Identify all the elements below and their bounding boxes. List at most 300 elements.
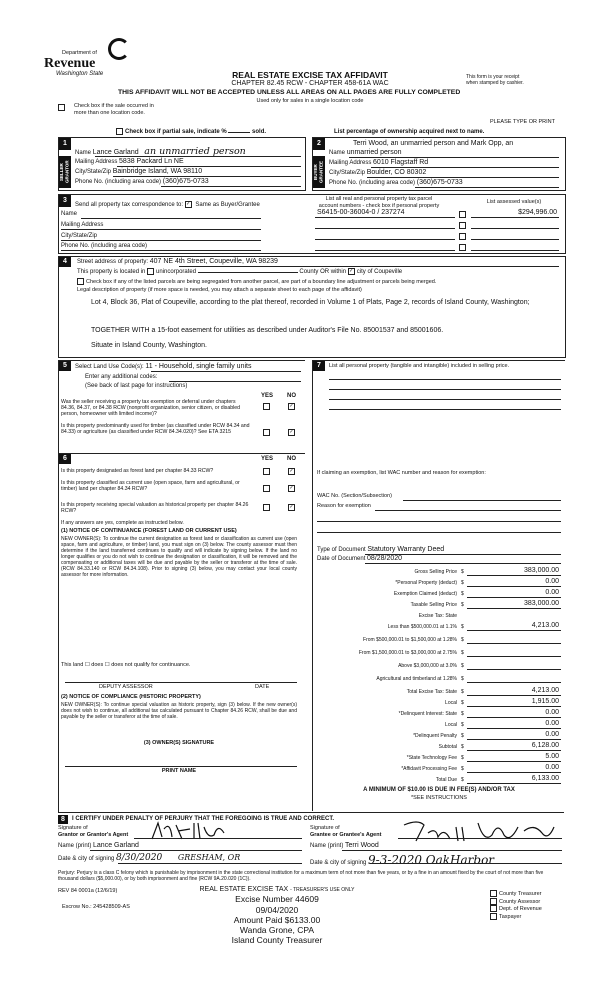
s6-no-header: NO xyxy=(287,456,296,462)
buyer-address-label: Mailing Address xyxy=(329,160,372,166)
s6-question-2: Is this property classified as current use (open space, farm and agricultural, or timber) land per chapter 84.34 RCW? xyxy=(61,480,240,493)
buyer-name-line2[interactable]: unmarried person xyxy=(346,149,402,156)
partial-sale-checkbox[interactable] xyxy=(116,128,123,135)
form-subtitle: CHAPTER 82.45 RCW - CHAPTER 458-61A WAC xyxy=(231,80,389,87)
buyer-phone-label: Phone No. (including area code) xyxy=(329,180,416,186)
tax-row xyxy=(313,687,565,697)
land-use-section xyxy=(58,360,305,453)
tax-row-value[interactable]: 4,213.00 xyxy=(531,687,559,694)
distribution-checkbox[interactable] xyxy=(490,905,497,912)
tax-row-line xyxy=(467,717,561,718)
certification-section xyxy=(58,812,564,871)
tax-row-label: From $500,000.01 to $1,500,000 at 1.28% xyxy=(363,637,457,643)
tax-row xyxy=(313,709,565,719)
pp-line-2 xyxy=(329,389,561,390)
see-back-note: (See back of last page for instructions) xyxy=(85,383,188,389)
seller-section xyxy=(58,137,306,191)
tax-row-value[interactable]: 0.00 xyxy=(545,764,559,771)
single-location-note: Used only for sales in a single location code xyxy=(256,98,364,104)
legal-desc-line2: TOGETHER WITH a 15-foot easement for utilities as described under Auditor's File No. 85001537 and 85001606. xyxy=(91,327,444,334)
buyer-name-line1[interactable]: Terri Wood, an unmarried person and Mark Opp, an xyxy=(353,140,514,147)
assessed-line-1 xyxy=(471,217,559,218)
county-or-within-label: County OR within xyxy=(299,269,347,276)
grantee-signature xyxy=(398,817,564,845)
grantor-city-value[interactable]: GRESHAM, OR xyxy=(177,853,241,862)
notice1-text: NEW OWNER(S): To continue the current designation as forest land or classification as current use (open space, farm and agriculture, or timber) land, you must sign on (3) below. The county assessor must then determine if the land transferred continues to qualify and will indicate by signing below. If the land no longer qualifies or you do not wish to continue the designation or classification, it will be removed and the compensating or additional taxes will be due and payable by the seller or transferor at the time of sale. (RCW 84.33.140 or RCW 84.34.108). Prior to signing (3) below, you may contact your local county assessor for more information. xyxy=(61,536,297,578)
located-label: This property is located in xyxy=(77,269,146,276)
s6-yes-header: YES xyxy=(261,456,274,462)
grantee-date-city-label: Date & city of signing xyxy=(310,860,367,866)
doc-date-label: Date of Document xyxy=(317,556,366,562)
escrow-number: Escrow No.: 245428509-AS xyxy=(62,904,130,910)
partial-sale xyxy=(116,128,266,136)
pp-line-4 xyxy=(329,409,561,410)
tax-row xyxy=(313,742,565,752)
legal-desc-line1: Lot 4, Block 36, Plat of Coupeville, according to the plat thereof, recorded in Volume 1 of Plats, Page 2, records of Island County, Washington; xyxy=(91,299,530,306)
multi-location-label xyxy=(74,103,154,116)
see-instructions-note: *SEE INSTRUCTIONS xyxy=(411,795,467,801)
land-use-label: Select Land Use Code(s): xyxy=(75,364,144,370)
section-4-marker: 4 xyxy=(59,257,71,267)
corr-mailing-line xyxy=(61,229,261,230)
tax-row-line xyxy=(467,739,561,740)
seller-name-line xyxy=(95,156,301,157)
perjury-notice: Perjury: Perjury is a class C felony which is punishable by imprisonment in the state correctional institution for a maximum term of not more than five years, or by a fine in an amount fixed by the court of not more than five thousand dollars ($5,000.00), or by both imprisonment and fine (RCW 9A.20.020 (1C)). xyxy=(58,870,544,882)
multi-location-line1: Check box if the sale occurred in xyxy=(74,103,154,109)
located-row xyxy=(77,268,402,276)
tax-row xyxy=(313,578,565,588)
tax-row xyxy=(313,589,565,599)
dor-logo xyxy=(36,38,146,78)
same-as-buyer-checkbox[interactable]: ✓ xyxy=(186,201,191,207)
distribution-item xyxy=(490,898,542,906)
tax-dollar: $ xyxy=(461,744,464,750)
tax-row xyxy=(313,698,565,708)
grantee-date-row xyxy=(310,853,494,867)
tax-dollar: $ xyxy=(461,663,464,669)
parcel-number[interactable]: S6415-00-36004-0 / 237274 xyxy=(317,209,405,216)
s6-q2-yes[interactable] xyxy=(263,485,270,492)
ownership-note: List percentage of ownership acquired next to name. xyxy=(334,129,485,135)
stamp-line1-row xyxy=(172,886,382,894)
city-checkbox[interactable]: ✓ xyxy=(349,268,354,274)
pp-line-1 xyxy=(329,379,561,380)
seller-name-handwritten: an unmarried person xyxy=(144,146,246,157)
doc-type-label: Type of Document xyxy=(317,547,366,553)
tax-row-label: Less than $500,000.01 at 1.1% xyxy=(387,624,457,630)
distribution-label: County Treasurer xyxy=(499,890,542,897)
stamp-amount-paid: Amount Paid $6133.00 xyxy=(233,914,321,925)
tax-row xyxy=(313,567,565,577)
tax-row-value[interactable]: 0.00 xyxy=(545,720,559,727)
assessed-header: List assessed value(s) xyxy=(486,199,542,205)
tax-row-line xyxy=(467,669,561,670)
buyer-phone-line xyxy=(415,187,559,188)
seller-name-value[interactable]: Lance Garland xyxy=(92,149,139,156)
grantor-date-line xyxy=(118,863,302,864)
tax-row-label: Excise Tax: State xyxy=(418,613,457,619)
tax-row xyxy=(313,622,565,632)
corr-city-line xyxy=(61,240,261,241)
s6-q3-no[interactable]: ✓ xyxy=(289,504,294,510)
logo-dept-of: Department of xyxy=(62,50,97,56)
tax-row-label: *Delinquent Penalty xyxy=(413,733,457,739)
tax-row-line xyxy=(467,597,561,598)
deputy-assessor-label: DEPUTY ASSESSOR xyxy=(99,684,153,690)
grantee-name-print-label: Name (print) xyxy=(310,843,344,849)
tax-row xyxy=(313,661,565,671)
distribution-label: County Assessor xyxy=(499,898,541,905)
seller-phone-value[interactable]: (360)675-0733 xyxy=(162,178,209,185)
tax-row-label: From $1,500,000.01 to $3,000,000 at 2.75% xyxy=(358,650,457,656)
treasurer-stamp xyxy=(172,886,382,945)
tax-dollar: $ xyxy=(461,755,464,761)
corr-name-label: Name xyxy=(61,211,78,217)
unincorporated-checkbox[interactable] xyxy=(147,268,154,275)
personal-property-checkbox-4[interactable] xyxy=(459,244,466,251)
partial-sale-sold: sold. xyxy=(252,129,267,136)
tax-dollar: $ xyxy=(461,624,464,630)
seller-city-value[interactable]: Bainbridge Island, WA 98110 xyxy=(112,168,203,175)
s5-q2-no[interactable]: ✓ xyxy=(289,429,294,435)
form-title: REAL ESTATE EXCISE TAX AFFIDAVIT xyxy=(232,70,388,80)
tax-row-label: *Delinquent Interest: State xyxy=(398,711,457,717)
section-6-marker: 6 xyxy=(59,454,71,464)
seller-city-line xyxy=(113,176,301,177)
distribution-checkbox[interactable] xyxy=(490,898,497,905)
grantee-sig-label-line2: Grantee or Grantee's Agent xyxy=(310,831,382,838)
tax-row xyxy=(313,635,565,645)
tax-row-line xyxy=(467,586,561,587)
tax-row-value[interactable]: 1,915.00 xyxy=(531,698,559,705)
doc-date-line xyxy=(365,563,561,564)
tax-row-value[interactable]: 4,213.00 xyxy=(531,622,559,629)
reason-label: Reason for exemption xyxy=(317,503,371,509)
grantee-sig-label-line1: Signature of xyxy=(310,825,340,831)
city-of-label: city of Coupeville xyxy=(356,269,403,276)
tax-row xyxy=(313,648,565,658)
assessed-line-2 xyxy=(471,228,559,229)
tax-row-label: Exemption Claimed (deduct) xyxy=(393,591,457,597)
seller-address-label: Mailing Address xyxy=(75,159,118,165)
section-8-marker: 8 xyxy=(58,815,68,824)
owner-signature-label: (3) OWNER(S) SIGNATURE xyxy=(143,740,215,746)
tax-row-line xyxy=(467,608,561,609)
tax-row xyxy=(313,764,565,774)
seller-name-label: Name xyxy=(75,150,92,156)
tax-row-value[interactable]: 0.00 xyxy=(545,731,559,738)
tax-dollar: $ xyxy=(461,676,464,682)
boundary-row xyxy=(77,278,561,286)
tax-dollar: $ xyxy=(461,602,464,608)
tax-dollar: $ xyxy=(461,650,464,656)
distribution-item xyxy=(490,913,542,921)
legal-desc-label: Legal description of property (if more space is needed, you may attach a separate sheet to each page of the affidavit) xyxy=(77,287,362,293)
tax-row-line xyxy=(467,728,561,729)
same-as-buyer-label: Same as Buyer/Grantee xyxy=(195,202,260,209)
parcel-line-4 xyxy=(315,250,455,251)
distribution-checkbox[interactable] xyxy=(490,890,497,897)
grantee-sig-label xyxy=(310,825,381,838)
buyer-city-label: City/State/Zip xyxy=(329,170,366,176)
tax-row xyxy=(313,611,565,621)
section-5-marker: 5 xyxy=(59,361,71,371)
tax-row-label: Local xyxy=(445,700,457,706)
assessed-value[interactable]: $294,996.00 xyxy=(518,209,557,216)
corr-city-label: City/State/Zip xyxy=(61,233,98,239)
tax-row-label: Above $3,000,000 at 3.0% xyxy=(398,663,457,669)
correspondence-label: Send all property tax correspondence to: xyxy=(75,202,184,209)
exemption-section xyxy=(312,360,565,811)
boundary-label: Check box if any of the listed parcels are being segregated from another parcel, are part of a boundary line adjustment or parcels being merged. xyxy=(86,278,437,285)
parcel-header xyxy=(309,196,449,209)
tax-row-line xyxy=(467,761,561,762)
notice2-title: (2) NOTICE OF COMPLIANCE (HISTORIC PROPERTY) xyxy=(61,694,201,700)
tax-row xyxy=(313,720,565,730)
s6-question-3: Is this property receiving special valuation as historical property per chapter 84.26 RCW? xyxy=(61,502,249,515)
tax-row-value[interactable]: 5.00 xyxy=(545,753,559,760)
wac-no-line xyxy=(403,500,561,501)
tax-row-line xyxy=(467,643,561,644)
certify-statement: I CERTIFY UNDER PENALTY OF PERJURY THAT THE FOREGOING IS TRUE AND CORRECT. xyxy=(72,816,335,822)
distribution-label: Taxpayer xyxy=(499,913,522,920)
seller-tab: SELLER GRANTOR xyxy=(59,156,71,188)
logo-washington-state: Washington State xyxy=(56,71,104,77)
reason-line xyxy=(375,510,561,511)
parcel-line-1 xyxy=(315,217,455,218)
type-or-print: PLEASE TYPE OR PRINT xyxy=(490,119,556,125)
additional-codes-label: Enter any additional codes: xyxy=(85,374,158,380)
s5-no-header: NO xyxy=(287,393,296,399)
section-3-marker: 3 xyxy=(59,195,71,207)
tax-row-value[interactable]: 0.00 xyxy=(545,578,559,585)
multi-location-line2: more than one location code. xyxy=(74,109,145,116)
distribution-item xyxy=(490,905,542,913)
distribution-item xyxy=(490,890,542,898)
s5-yes-header: YES xyxy=(261,393,274,399)
land-use-value[interactable]: 11 - Household, single family units xyxy=(145,363,252,370)
multi-location-check[interactable] xyxy=(58,104,67,112)
tax-row-line xyxy=(467,695,561,696)
s5-q1-no[interactable]: ✓ xyxy=(289,403,294,409)
section-1-marker: 1 xyxy=(59,138,71,150)
corr-phone-label: Phone No. (including area code) xyxy=(61,243,148,249)
grantor-name-value[interactable]: Lance Garland xyxy=(93,842,139,849)
exemption-claim-label: If claiming an exemption, list WAC number and reason for exemption: xyxy=(317,470,486,476)
section-7-marker: 7 xyxy=(313,361,325,371)
tax-row-label: *Affidavit Processing Fee xyxy=(401,766,457,772)
street-label: Street address of property: xyxy=(77,259,149,265)
reason-line-3 xyxy=(317,532,561,533)
s5-q2-yes[interactable] xyxy=(263,429,270,436)
tax-row-line xyxy=(467,575,561,576)
receipt-note-line1: This form is your receipt xyxy=(466,74,520,80)
tax-row-label: Total Due xyxy=(435,777,457,783)
grantor-sig-label xyxy=(58,825,128,838)
buyer-city-line xyxy=(367,177,559,178)
seller-phone-label: Phone No. (including area code) xyxy=(75,179,162,185)
correspondence-section xyxy=(58,194,566,254)
tax-dollar: $ xyxy=(461,591,464,597)
logo-revenue: Revenue xyxy=(44,56,96,71)
receipt-note-line2: when stamped by cashier. xyxy=(466,80,524,86)
grantor-name-line xyxy=(90,850,302,851)
grantor-date-value[interactable]: 8/30/2020 xyxy=(116,853,163,863)
wac-no-label: WAC No. (Section/Subsection) xyxy=(317,493,392,499)
multi-location-checkbox[interactable] xyxy=(58,104,65,111)
tax-row-label: Total Excise Tax: State xyxy=(406,689,457,695)
boundary-checkbox[interactable] xyxy=(77,278,84,285)
correspondence-row xyxy=(75,201,260,209)
tax-dollar: $ xyxy=(461,689,464,695)
street-value[interactable]: 407 NE 4th Street, Coupeville, WA 98239 xyxy=(149,258,278,265)
corr-phone-line xyxy=(61,250,261,251)
tax-row-line xyxy=(467,706,561,707)
partial-sale-label: Check box if partial sale, indicate % xyxy=(125,129,227,136)
tax-row xyxy=(313,775,565,785)
personal-property-label: List all personal property (tangible and intangible) included in selling price. xyxy=(329,363,510,369)
continuance-section xyxy=(58,453,305,812)
grantor-sig-line xyxy=(134,838,302,839)
tax-row-value[interactable]: 383,000.00 xyxy=(523,567,559,574)
parcel-header-line2: account numbers - check box if personal property xyxy=(318,202,440,209)
distribution-checkbox[interactable] xyxy=(490,913,497,920)
grantee-date-city-value[interactable]: 9-3-2020 OakHarbor xyxy=(368,853,495,867)
parcel-line-2 xyxy=(315,228,455,229)
tax-row-label: Gross Selling Price xyxy=(414,569,457,575)
tax-row xyxy=(313,600,565,610)
section-2-marker: 2 xyxy=(313,138,325,150)
print-name-label: PRINT NAME xyxy=(161,768,197,774)
rev-number: REV 84 0001a (12/6/19) xyxy=(58,888,118,894)
tax-dollar: $ xyxy=(461,766,464,772)
parcel-line-3 xyxy=(315,239,455,240)
s6-q1-no[interactable]: ✓ xyxy=(289,468,294,474)
owner-sig-line xyxy=(65,766,297,767)
tax-row-value[interactable]: 0.00 xyxy=(545,709,559,716)
tax-row-line xyxy=(467,772,561,773)
grantee-sig-line xyxy=(398,838,562,839)
s5-q1-yes[interactable] xyxy=(263,403,270,410)
tax-dollar: $ xyxy=(461,722,464,728)
s6-if-yes: If any answers are yes, complete as instructed below. xyxy=(61,520,184,526)
grantor-date-city-label: Date & city of signing xyxy=(58,856,115,862)
notice2-text: NEW OWNER(S): To continue special valuation as historic property, sign (3) below. If the new owner(s) does not wish to continue, all additional tax calculated pursuant to Chapter 84.26 RCW, shall be due and payable by the seller or transferor at the time of sale. xyxy=(61,702,297,720)
seller-name-row xyxy=(75,146,301,155)
buyer-tab: BUYER GRANTEE xyxy=(313,156,325,188)
buyer-section xyxy=(312,137,566,191)
tax-row-label: Subtotal xyxy=(438,744,457,750)
pp-line-3 xyxy=(329,399,561,400)
tax-row-line xyxy=(467,682,561,683)
tax-row-label: Taxable Selling Price xyxy=(410,602,457,608)
buyer-city-value[interactable]: Boulder, CO 80302 xyxy=(366,169,427,176)
stamp-treasurer-title: Island County Treasurer xyxy=(231,935,323,946)
stamp-excise-number: Excise Number 44609 xyxy=(235,894,319,905)
reason-line-2 xyxy=(317,521,561,522)
grantee-name-value[interactable]: Terri Wood xyxy=(345,842,379,849)
personal-property-checkbox-1[interactable] xyxy=(459,211,466,218)
personal-property-checkbox-3[interactable] xyxy=(459,233,466,240)
seller-address-value[interactable]: 5838 Packard Ln NE xyxy=(119,158,184,165)
assessed-line-3 xyxy=(471,239,559,240)
grantor-sig-label-line2: Grantor or Grantor's Agent xyxy=(58,831,129,838)
tax-row-value[interactable]: 6,128.00 xyxy=(531,742,559,749)
tax-row-line xyxy=(467,783,561,784)
tax-row-label: Local xyxy=(445,722,457,728)
tax-dollar: $ xyxy=(461,580,464,586)
corr-mailing-label: Mailing Address xyxy=(61,222,104,228)
tax-row xyxy=(313,731,565,741)
distribution-label: Dept. of Revenue xyxy=(499,906,542,913)
tax-dollar: $ xyxy=(461,777,464,783)
buyer-name-line xyxy=(349,157,559,158)
tax-row xyxy=(313,753,565,763)
distribution-list xyxy=(490,890,542,920)
tax-row-line xyxy=(467,750,561,751)
seller-address-line xyxy=(117,166,301,167)
tax-row-label: *Personal Property (deduct) xyxy=(395,580,457,586)
s6-q1-yes[interactable] xyxy=(263,468,270,475)
tax-row-line xyxy=(467,630,561,631)
stamp-line1: REAL ESTATE EXCISE TAX xyxy=(199,886,289,893)
buyer-name-label: Name xyxy=(329,150,346,156)
tax-row-label: *State Technology Fee xyxy=(406,755,457,761)
land-use-line xyxy=(151,371,301,372)
seller-city-label: City/State/Zip xyxy=(75,169,112,175)
buyer-address-value[interactable]: 6010 Flagstaff Rd xyxy=(373,159,429,166)
tax-dollar: $ xyxy=(461,711,464,717)
additional-codes-line xyxy=(169,381,301,382)
s6-question-1: Is this property designated as forest land per chapter 84.33 RCW? xyxy=(61,468,214,474)
corr-name-line xyxy=(81,218,261,219)
tax-row-line xyxy=(467,656,561,657)
grantor-signature xyxy=(148,819,298,843)
doc-type-value[interactable]: Statutory Warranty Deed xyxy=(367,546,445,553)
stamp-line1b: - TREASURER'S USE ONLY xyxy=(290,887,355,893)
unincorporated-label: unincorporated xyxy=(156,269,197,276)
buyer-phone-value[interactable]: (360)675-0733 xyxy=(416,179,463,186)
tax-row-value[interactable]: 6,133.00 xyxy=(531,775,559,782)
notice1-title: (1) NOTICE OF CONTINUANCE (FOREST LAND OR CURRENT USE) xyxy=(61,528,237,534)
deputy-sig-line xyxy=(65,682,297,683)
stamp-date: 09/04/2020 xyxy=(255,904,299,915)
grantor-name-print-label: Name (print) xyxy=(58,843,92,849)
tax-dollar: $ xyxy=(461,569,464,575)
legal-desc-line3: Situate in Island County, Washington. xyxy=(91,342,207,349)
tax-row-label: Agricultural and timberland at 1.28% xyxy=(376,676,457,682)
tax-row xyxy=(313,674,565,684)
tax-dollar: $ xyxy=(461,637,464,643)
grantee-name-line xyxy=(342,850,562,851)
receipt-note xyxy=(466,74,524,86)
tax-row-value[interactable]: 383,000.00 xyxy=(523,600,559,607)
s6-q2-no[interactable]: ✓ xyxy=(289,485,294,491)
s6-q3-yes[interactable] xyxy=(263,504,270,511)
tax-dollar: $ xyxy=(461,733,464,739)
personal-property-checkbox-2[interactable] xyxy=(459,222,466,229)
assessed-line-4 xyxy=(471,250,559,251)
seller-phone-line xyxy=(161,186,301,187)
form-warning: THIS AFFIDAVIT WILL NOT BE ACCEPTED UNLESS ALL AREAS ON ALL PAGES ARE FULLY COMPLETED xyxy=(118,89,461,96)
tax-row-value[interactable]: 0.00 xyxy=(545,589,559,596)
minimum-due-note: A MINIMUM OF $10.00 IS DUE IN FEE(S) AND/OR TAX xyxy=(363,787,515,793)
grantor-sig-label-line1: Signature of xyxy=(58,825,88,831)
stamp-treasurer-name: Wanda Grone, CPA xyxy=(239,924,315,935)
deputy-date-label: DATE xyxy=(255,684,270,690)
grantee-date-line xyxy=(370,863,562,864)
doc-date-value[interactable]: 08/28/2020 xyxy=(367,555,403,562)
